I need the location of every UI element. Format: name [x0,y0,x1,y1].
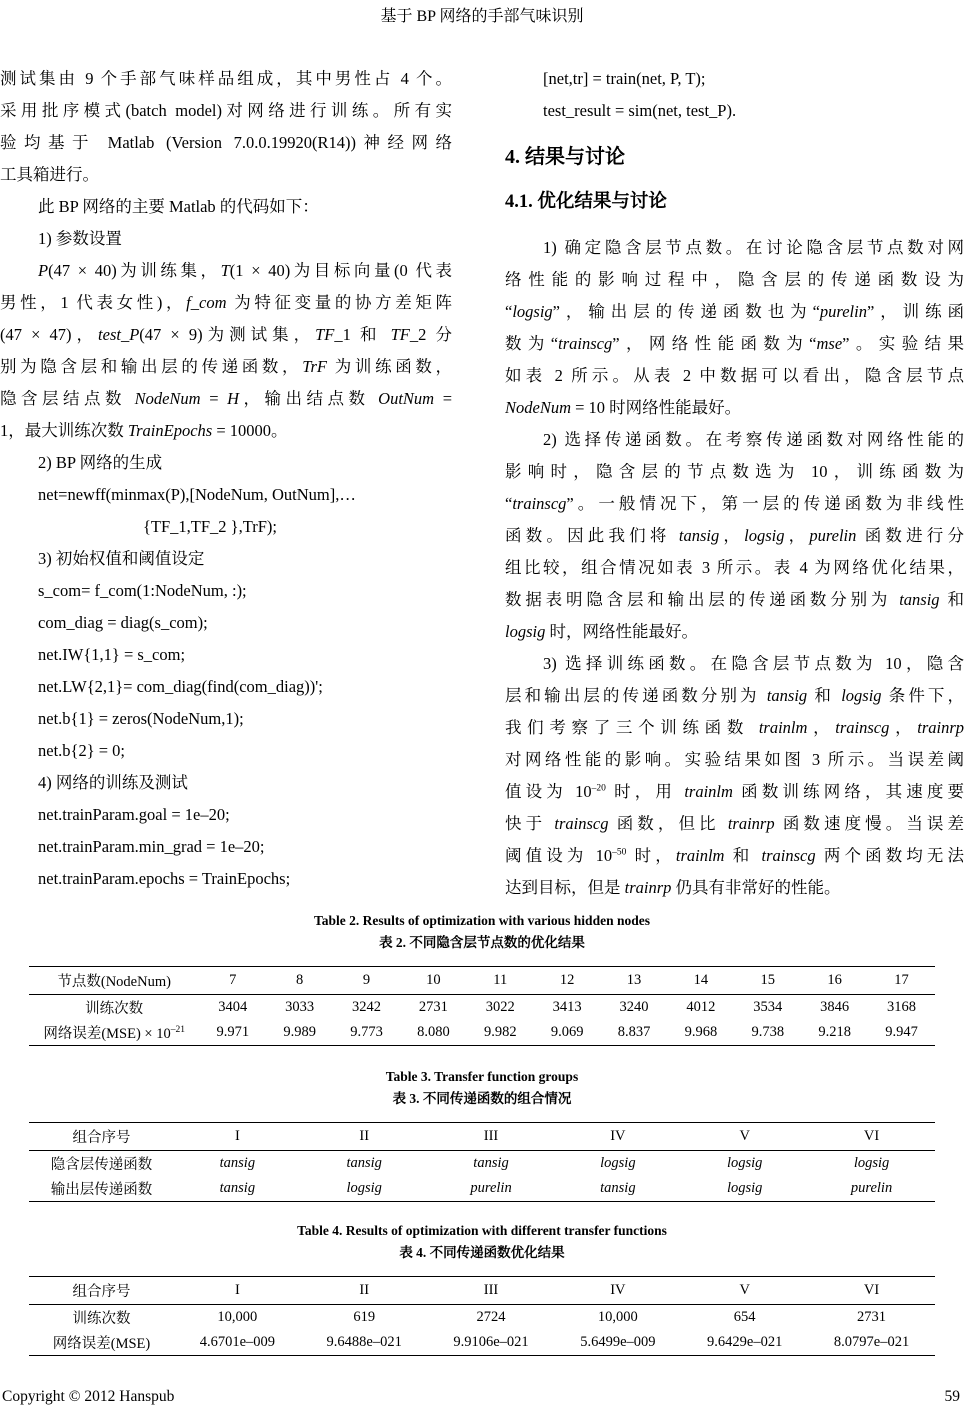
text-line: 数据表明隐含层和输出层的传递函数分别为 tansig 和 [505,590,964,609]
text-line: 1，最大训练次数 TrainEpochs = 10000。 [0,421,288,440]
code-line: [net,tr] = train(net, P, T); [543,69,706,88]
text-line: 数为“trainscg”，网络性能函数为“mse”。实验结果 [505,334,964,353]
text-line: 快于 trainscg 函数，但比 trainrp 函数速度慢。当误差 [505,814,964,833]
text-line: 采用批序模式(batch model)对网络进行训练。所有实 [0,101,452,120]
table-header-cell: III [428,1123,555,1151]
table-cell: 654 [733,1309,756,1325]
table4-block [0,1220,964,1356]
code-line: net.LW{2,1}= com_diag(find(com_diag))'; [38,677,323,696]
table-cell: tansig [473,1155,509,1171]
text-line: 组比较，组合情况如表 3 所示。表 4 为网络优化结果， [505,558,964,577]
column-right [505,63,964,904]
text-line: 2) 选择传递函数。在考察传递函数对网络性能的 [543,430,964,449]
table3-block [0,1066,964,1202]
code-line: s_com= f_com(1:NodeNum, :); [38,581,247,600]
text-line: “trainscg”。一般情况下，第一层的传递函数为非线性 [505,494,964,513]
table-row [29,1123,935,1151]
text-line: NodeNum = 10 时网络性能最好。 [505,398,742,417]
table-header-cell: III [428,1277,555,1305]
table-header-cell: V [681,1277,808,1305]
table-header-cell: 9 [333,967,400,995]
text-line: 络性能的影响过程中，隐含层的传递函数设为 [505,270,964,289]
table2-caption-en: Table 2. Results of optimization with various hidden nodes [314,913,650,928]
table-cell: 3404 [218,999,248,1015]
text-line: 2) BP 网络的生成 [38,453,163,472]
code-line: com_diag = diag(s_com); [38,613,208,632]
table-header-cell: I [174,1123,301,1151]
table-cell: 8.080 [417,1024,450,1040]
table3-caption-zh: 表 3. 不同传递函数的组合情况 [392,1091,572,1106]
code-line: net.b{1} = zeros(NodeNum,1); [38,709,244,728]
table-cell: 9.069 [550,1024,584,1040]
table-cell: 4012 [686,999,716,1015]
text-line: 测试集由 9 个手部气味样品组成，其中男性占 4 个。 [0,69,452,88]
table-cell: 619 [353,1309,376,1325]
table-header-cell: IV [554,1123,681,1151]
table-cell: tansig [219,1155,256,1171]
code-line: net.trainParam.min_grad = 1e–20; [38,837,265,856]
table-cell: 2724 [476,1309,506,1325]
code-line: {TF_1,TF_2 },TrF); [143,517,277,536]
table-header-cell: 12 [534,967,601,995]
table-cell: 3846 [820,999,850,1015]
table3-caption-en: Table 3. Transfer function groups [385,1069,579,1084]
table-cell: 3413 [552,999,582,1015]
code-line: net.trainParam.epochs = TrainEpochs; [38,869,291,888]
text-line: 如表 2 所示。从表 2 中数据可以看出，隐含层节点 [505,366,964,385]
table-header-cell: 8 [266,967,333,995]
text-line: 1) 参数设置 [38,229,122,248]
table-header-cell: 组合序号 [29,1123,174,1151]
table-header-cell: 13 [601,967,668,995]
text-line: 影响时，隐含层的节点数选为 10，训练函数为 [505,462,964,481]
table-cell: logsig [600,1155,636,1171]
table-cell: 3240 [619,999,649,1015]
text-line: 验均基于 Matlab (Version 7.0.0.19920(R14))神经网络 [0,133,452,152]
table-header-cell: 16 [801,967,868,995]
footer-page-number: 59 [944,1388,960,1405]
column-left [0,63,452,904]
table-cell: 2731 [857,1309,887,1325]
table-cell: 9.6429e–021 [707,1334,783,1350]
table-cell: 9.989 [283,1024,316,1040]
footer-copyright: Copyright © 2012 Hanspub [2,1388,175,1405]
table-cell: 10,000 [217,1309,258,1325]
table-row [29,967,935,995]
code-line: net=newff(minmax(P),[NodeNum, OutNum],… [38,485,356,504]
text-line: 阈值设为 $10^{-50}$ 时，trainlm 和 trainscg 两个函数均无法 [505,846,964,865]
table-header-cell: 14 [667,967,734,995]
text-line: P(47 × 40)为训练集，T(1 × 40)为目标向量(0 代表 [38,261,452,280]
text-line: logsig 时，网络性能最好。 [505,622,698,641]
table-cell: 9.738 [751,1024,785,1040]
table-cell: 9.9106e–021 [453,1334,529,1350]
table-row [29,1330,935,1356]
section-subheading: 4.1. 优化结果与讨论 [505,192,667,212]
table-cell: 10,000 [597,1309,638,1325]
table-cell: 8.0797e–021 [833,1334,910,1350]
table-cell: purelin [470,1180,512,1196]
table-cell: 3168 [887,999,917,1015]
table-header-cell: 组合序号 [29,1277,174,1305]
table-4 [29,1276,935,1356]
table-header-cell: II [301,1277,428,1305]
table-cell: 3534 [753,999,783,1015]
table-cell: 9.971 [216,1024,250,1040]
table-cell: 网络误差$(MSE) \times 10^{-21}$ [43,1025,185,1042]
table-cell: 2731 [418,999,448,1015]
code-line: net.IW{1,1} = s_com; [38,645,186,664]
table-header-cell: 17 [868,967,935,995]
table-header-cell: VI [808,1123,935,1151]
table-cell: logsig [726,1180,763,1196]
text-line: 别为隐含层和输出层的传递函数，TrF 为训练函数， [0,357,452,376]
table-cell: 9.218 [818,1024,851,1040]
table-header-cell: 10 [400,967,467,995]
two-column-body [0,63,964,904]
table-cell: logsig [853,1155,890,1171]
table2-caption-zh: 表 2. 不同隐含层节点数的优化结果 [379,935,585,950]
text-line: 值设为 $10^{-20}$ 时，用 trainlm 函数训练网络，其速度要 [505,782,964,801]
table-cell: 9.6488e–021 [326,1334,402,1350]
text-line: 3) 选择训练函数。在隐含层节点数为 10，隐含 [543,654,964,673]
table-row [29,1277,935,1305]
table4-caption-en: Table 4. Results of optimization with different transfer functions [297,1223,667,1238]
table-header-cell: V [681,1123,808,1151]
table-cell: 9.968 [684,1024,718,1040]
table-row [29,1151,935,1177]
text-line: 层和输出层的传递函数分别为 tansig 和 logsig 条件下， [505,686,964,705]
table-cell: 训练次数 [72,1311,131,1327]
table-cell: tansig [219,1180,256,1196]
text-line: (47 × 47)，test_P(47 × 9)为测试集，TF_1 和 TF_2 分 [0,325,452,344]
table-row [29,1305,935,1331]
text-line: 函数。因此我们将 tansig，logsig，purelin 函数进行分 [505,526,964,545]
table-cell: 9.982 [483,1024,517,1040]
table-header-cell: 7 [199,967,266,995]
table-header-cell: IV [554,1277,681,1305]
table-cell: tansig [600,1180,636,1196]
table-header-cell: VI [808,1277,935,1305]
text-line: 隐含层结点数 NodeNum = H，输出结点数 OutNum = [0,389,452,408]
table-cell: 网络误差(MSE) [52,1336,151,1352]
text-line: 4) 网络的训练及测试 [38,773,188,792]
table-cell: 8.837 [617,1024,651,1040]
text-line: 3) 初始权值和阈值设定 [38,549,205,568]
section-heading: 4. 结果与讨论 [505,146,625,168]
table4-caption-zh: 表 4. 不同传递函数优化结果 [399,1245,565,1260]
table-3 [29,1122,935,1202]
table-cell: purelin [850,1180,893,1196]
table-cell: 5.6499e–009 [580,1334,656,1350]
table-cell: 4.6701e–009 [199,1334,276,1350]
table-header-cell: 节点数(NodeNum) [29,967,199,995]
table-cell: 3022 [485,999,515,1015]
table-header-cell: II [301,1123,428,1151]
table-cell: logsig [346,1180,382,1196]
table-row [29,1020,935,1046]
code-line: net.trainParam.goal = 1e–20; [38,805,230,824]
text-line: 工具箱进行。 [0,165,99,184]
table-cell: 训练次数 [85,1001,144,1017]
table2-block [0,910,964,1046]
table-row [29,995,935,1021]
table-cell: 3242 [352,999,381,1015]
table-cell: 输出层传递函数 [50,1182,153,1198]
text-line: 1) 确定隐含层节点数。在讨论隐含层节点数对网 [543,238,964,257]
table-cell: tansig [346,1155,382,1171]
table-cell: 9.947 [885,1024,918,1040]
text-line: 此 BP 网络的主要 Matlab 的代码如下： [38,197,319,216]
text-line: 达到目标，但是 trainrp 仍具有非常好的性能。 [505,878,841,897]
text-line: 我们考察了三个训练函数 trainlm，trainscg，trainrp [505,718,964,737]
page-title: 基于 BP 网络的手部气味识别 [380,8,584,25]
code-line: net.b{2} = 0; [38,741,126,760]
text-line: 对网络性能的影响。实验结果如图 3 所示。当误差阈 [505,750,964,769]
table-header-cell: 15 [734,967,801,995]
table-header-cell: I [174,1277,301,1305]
table-2 [29,966,935,1046]
text-line: 男性，1 代表女性)，f_com 为特征变量的协方差矩阵 [0,293,452,312]
table-cell: logsig [726,1155,763,1171]
table-cell: 3033 [285,999,315,1015]
table-cell: 9.773 [350,1024,383,1040]
table-header-cell: 11 [467,967,534,995]
code-line: test_result = sim(net, test_P). [543,101,737,120]
table-cell: 隐含层传递函数 [50,1157,153,1173]
table-row [29,1176,935,1202]
text-line: “logsig”，输出层的传递函数也为“purelin”，训练函 [505,302,964,321]
